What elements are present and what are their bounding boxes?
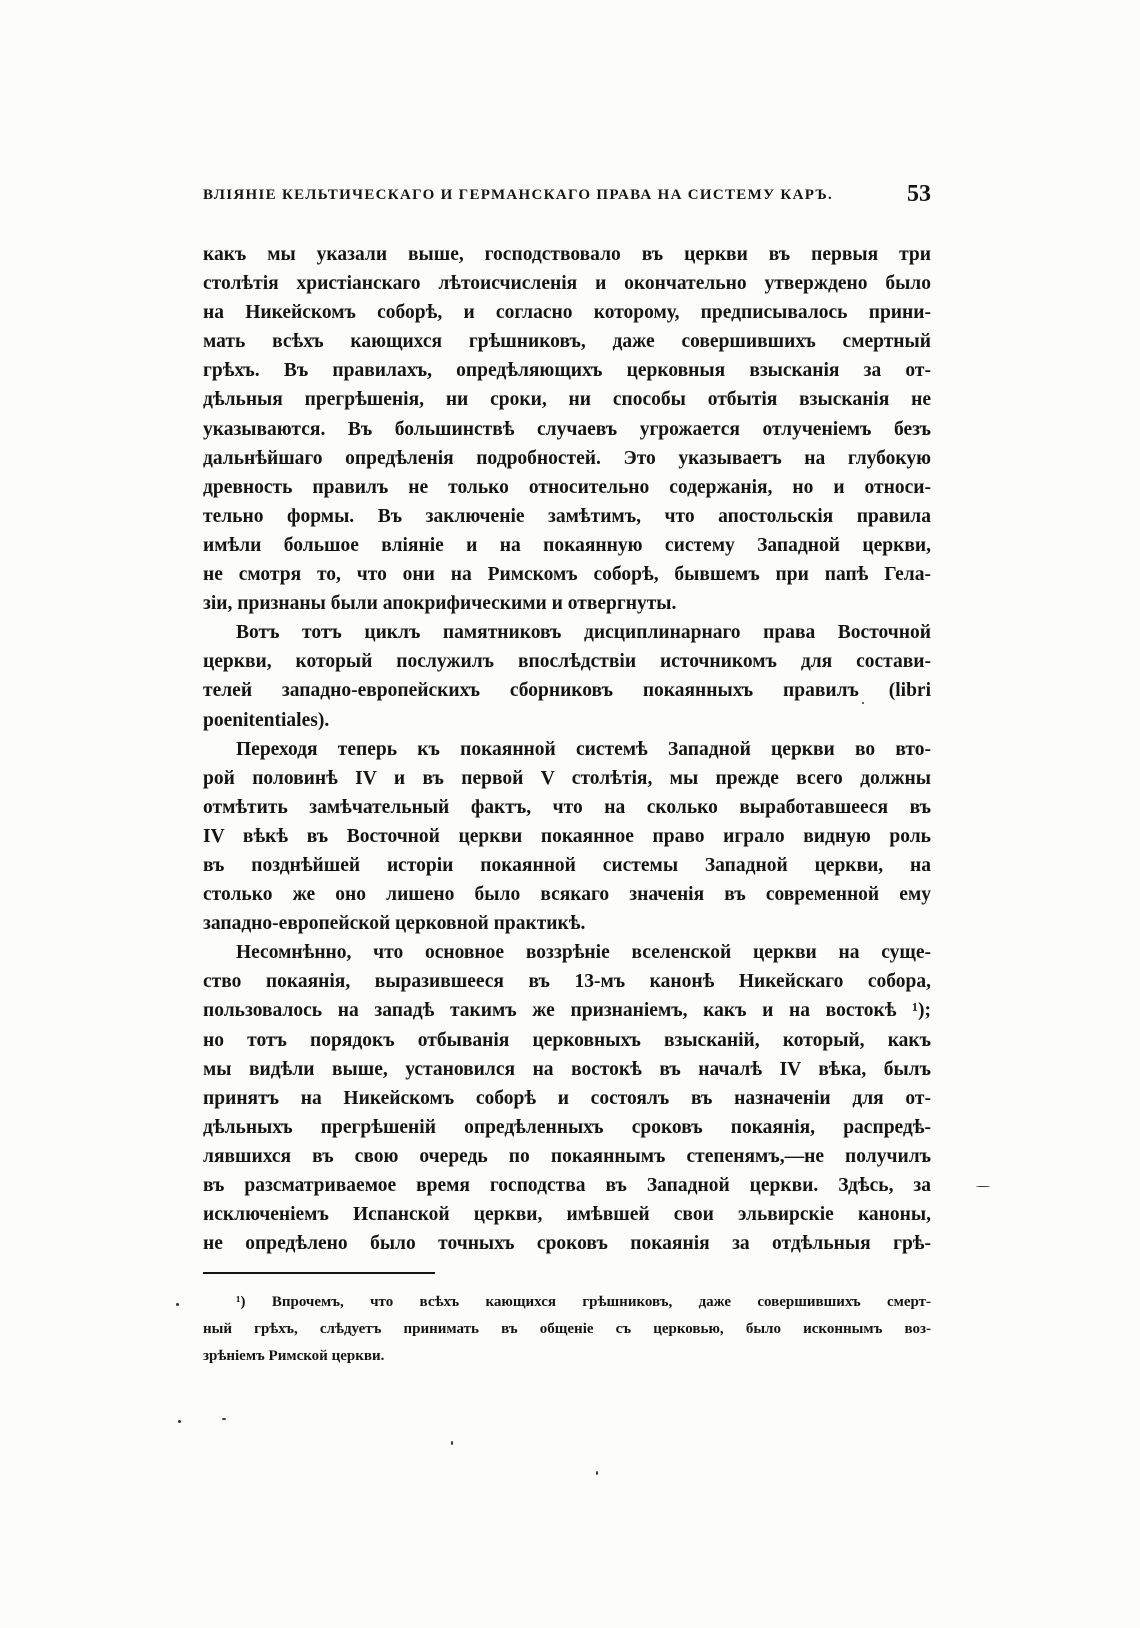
page-header <box>203 181 931 215</box>
text-line: но тотъ порядокъ отбыванія церковныхъ взысканій, который, какъ <box>203 1029 931 1051</box>
paragraph-first-line: Вотъ тотъ циклъ памятниковъ дисциплинарнаго права Восточной <box>236 622 931 644</box>
text-line: дальнѣйшаго опредѣленія подробностей. Это указываетъ на глубокую <box>203 447 931 469</box>
scan-speck <box>976 1186 990 1187</box>
scan-speck <box>222 1418 226 1420</box>
text-line: древность правилъ не только относительно содержанія, но и относи- <box>203 476 931 498</box>
text-line: не опредѣлено было точныхъ сроковъ покаянія за отдѣльныя грѣ- <box>203 1233 931 1255</box>
footnote <box>203 1289 931 1370</box>
text-line: зіи, признаны были апокрифическими и отвергнуты. <box>203 593 677 615</box>
footnote-rule <box>203 1272 435 1274</box>
scan-speck <box>176 1303 179 1306</box>
scan-speck <box>862 702 864 704</box>
text-line: въ разсматриваемое время господства въ Западной церкви. Здѣсь, за <box>203 1175 931 1196</box>
text-line: отмѣтить замѣчательный фактъ, что на сколько выработавшееся въ <box>203 796 931 818</box>
text-line: IV вѣкѣ въ Восточной церкви покаянное право играло видную роль <box>203 825 931 847</box>
text-line: столѣтія христіанскаго лѣтоисчисленія и окончательно утверждено было <box>203 273 931 295</box>
text-line: въ позднѣйшей исторіи покаянной системы Западной церкви, на <box>203 854 931 876</box>
text-line: не смотря то, что они на Римскомъ соборѣ, бывшемъ при папѣ Гела- <box>203 564 931 586</box>
running-head: ВЛІЯНІЕ КЕЛЬТИЧЕСКАГО И ГЕРМАНСКАГО ПРАВА НА СИСТЕМУ КАРЪ. <box>203 187 834 203</box>
text-line: указываются. Въ большинствѣ случаевъ угрожается отлученіемъ безъ <box>203 418 931 440</box>
text-line: исключеніемъ Испанской церкви, имѣвшей свои эльвирскіе каноны, <box>203 1204 931 1226</box>
scan-speck <box>178 1420 181 1423</box>
text-line: грѣхъ. Въ правилахъ, опредѣляющихъ церковныя взысканія за от- <box>203 360 931 382</box>
footnote-line: зрѣніемъ Римской церкви. <box>203 1348 385 1364</box>
paragraph-first-line: Несомнѣнно, что основное воззрѣніе вселенской церкви на суще- <box>236 942 931 964</box>
text-line: какъ мы указали выше, господствовало въ церкви въ первыя три <box>203 244 931 265</box>
text-line: ство покаянія, выразившееся въ 13-мъ канонѣ Никейскаго собора, <box>203 971 931 993</box>
text-line: poenitentiales). <box>203 709 330 731</box>
footnote-line: ный грѣхъ, слѣдуетъ принимать въ общеніе съ церковью, было исконнымъ воз- <box>203 1321 931 1337</box>
footnote-line: ¹) Впрочемъ, что всѣхъ кающихся грѣшниковъ, даже совершившихъ смерт- <box>236 1294 931 1310</box>
text-line: рой половинѣ IV и въ первой V столѣтія, мы прежде всего должны <box>203 767 931 789</box>
text-line: на Никейскомъ соборѣ, и согласно которому, предписывалось прини- <box>203 302 931 324</box>
text-line: столько же оно лишено было всякаго значенія въ современной ему <box>203 884 931 906</box>
paragraph-first-line: Переходя теперь къ покаянной системѣ Западной церкви во вто- <box>236 738 931 760</box>
text-line: дѣльныя прегрѣшенія, ни сроки, ни способы отбытія взысканія не <box>203 389 931 411</box>
text-line: телей западно-европейскихъ сборниковъ покаянныхъ правилъ (libri <box>203 680 931 702</box>
page-number: 53 <box>907 181 931 207</box>
text-line: лявшихся въ свою очередь по покаяннымъ степенямъ,—не получилъ <box>203 1145 931 1167</box>
text-line: имѣли большое вліяніе и на покаянную систему Западной церкви, <box>203 534 931 556</box>
text-line: принятъ на Никейскомъ соборѣ и состоялъ въ назначеніи для от- <box>203 1087 931 1109</box>
scan-speck <box>451 1441 453 1445</box>
text-line: пользовалось на западѣ такимъ же признаніемъ, какъ и на востокѣ ¹); <box>203 1000 931 1022</box>
text-line: церкви, который послужилъ впослѣдствіи источникомъ для состави- <box>203 651 931 673</box>
text-line: западно-европейской церковной практикѣ. <box>203 913 586 935</box>
text-line: мы видѣли выше, установился на востокѣ въ началѣ IV вѣка, былъ <box>203 1058 931 1080</box>
scan-speck <box>596 1471 598 1475</box>
text-line: мать всѣхъ кающихся грѣшниковъ, даже совершившихъ смертный <box>203 331 931 353</box>
text-line: дѣльныхъ прегрѣшеній опредѣленныхъ сроковъ покаянія, распредѣ- <box>203 1116 931 1138</box>
text-line: тельно формы. Въ заключеніе замѣтимъ, что апостольскія правила <box>203 505 931 527</box>
body-text <box>203 240 931 1258</box>
